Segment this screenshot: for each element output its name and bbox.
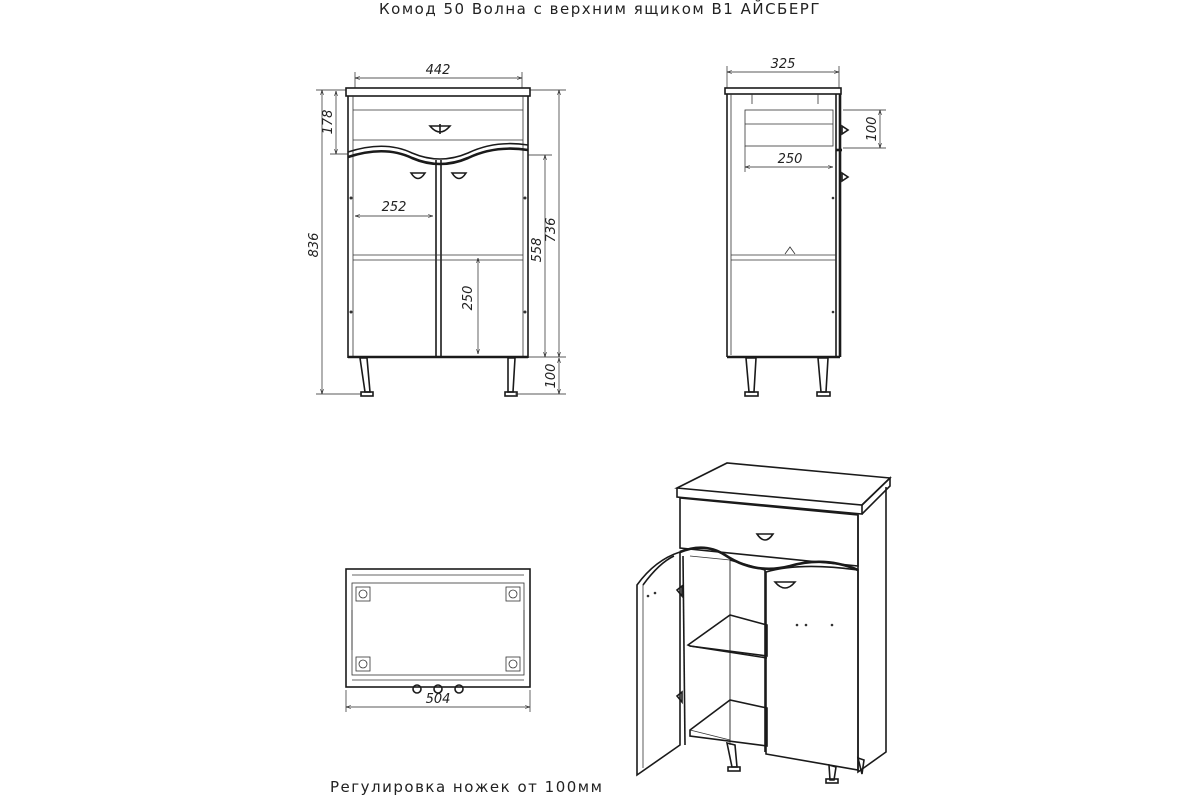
drawer-handle-icon (430, 124, 450, 134)
drawing-title: Комод 50 Волна с верхним ящиком В1 АЙСБЕРГ (379, 0, 821, 18)
top-width-label: 504 (425, 692, 451, 707)
top-view (346, 569, 530, 712)
iso-door-handle-icon (775, 582, 795, 588)
isometric-view (637, 463, 890, 783)
side-view (725, 57, 886, 396)
leg-height-label: 100 (544, 363, 559, 389)
side-depth-label: 325 (770, 57, 796, 72)
door-handle-left-icon (411, 173, 425, 179)
door-handle-right-icon (452, 173, 466, 179)
drawer-depth-label: 250 (777, 152, 803, 167)
cabinet-height-label: 736 (544, 217, 559, 243)
front-height-total-label: 836 (307, 232, 322, 258)
cabinet-inner-height-label: 558 (530, 237, 545, 263)
shelf-width-label: 252 (381, 200, 407, 215)
front-width-label: 442 (425, 63, 451, 78)
leg-mount-icon (356, 587, 520, 671)
drawer-front-label: 100 (865, 116, 880, 142)
leg-adjustment-note: Регулировка ножек от 100мм (330, 778, 604, 796)
iso-drawer-handle-icon (757, 534, 773, 540)
drawer-height-label: 178 (321, 109, 336, 135)
front-view (307, 63, 566, 396)
shelf-height-label: 250 (461, 285, 476, 311)
